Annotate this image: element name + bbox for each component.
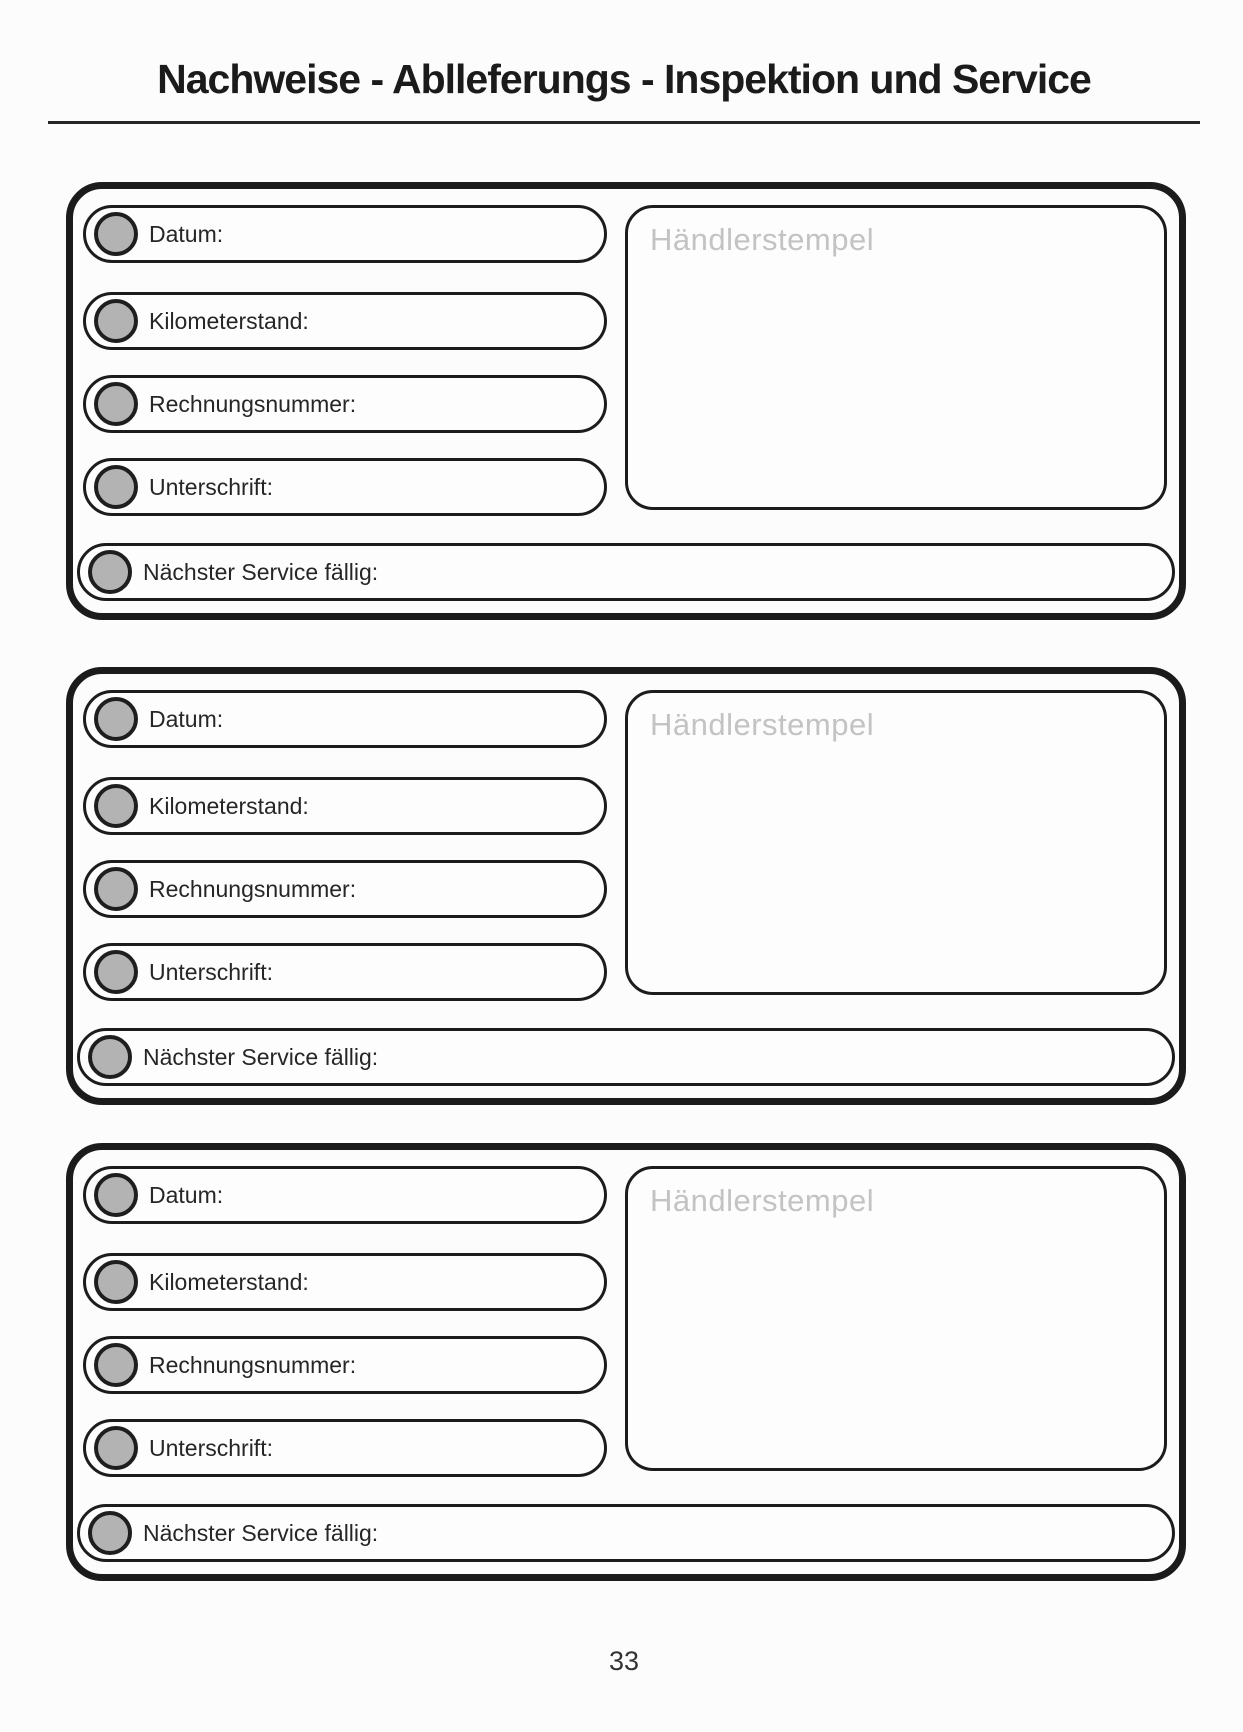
- bullet-circle-icon: [88, 1035, 132, 1079]
- field-label: Nächster Service fällig:: [143, 558, 379, 585]
- bullet-circle-icon: [94, 784, 138, 828]
- field-rechnungsnummer[interactable]: [83, 860, 607, 918]
- bullet-circle-icon: [94, 1343, 138, 1387]
- field-label: Kilometerstand:: [149, 307, 309, 334]
- service-record-card: [66, 1143, 1186, 1581]
- bullet-circle-icon: [94, 1426, 138, 1470]
- field-label: Kilometerstand:: [149, 792, 309, 819]
- dealer-stamp-placeholder: Händlerstempel: [650, 707, 875, 742]
- bullet-circle-icon: [88, 550, 132, 594]
- field-naechster-service[interactable]: [77, 1504, 1175, 1562]
- field-label: Rechnungsnummer:: [149, 390, 357, 417]
- field-label: Unterschrift:: [149, 473, 273, 500]
- field-datum[interactable]: [83, 690, 607, 748]
- field-label: Rechnungsnummer:: [149, 875, 357, 902]
- title-underline: [48, 121, 1200, 124]
- bullet-circle-icon: [94, 1173, 138, 1217]
- field-naechster-service[interactable]: [77, 543, 1175, 601]
- bullet-circle-icon: [94, 299, 138, 343]
- field-datum[interactable]: [83, 205, 607, 263]
- bullet-circle-icon: [88, 1511, 132, 1555]
- field-unterschrift[interactable]: [83, 458, 607, 516]
- field-rechnungsnummer[interactable]: [83, 375, 607, 433]
- field-label: Kilometerstand:: [149, 1268, 309, 1295]
- field-kilometerstand[interactable]: [83, 292, 607, 350]
- field-label: Nächster Service fällig:: [143, 1519, 379, 1546]
- dealer-stamp-area[interactable]: [625, 205, 1167, 510]
- field-label: Datum:: [149, 1181, 224, 1208]
- dealer-stamp-area[interactable]: [625, 690, 1167, 995]
- dealer-stamp-placeholder: Händlerstempel: [650, 1183, 875, 1218]
- bullet-circle-icon: [94, 697, 138, 741]
- bullet-circle-icon: [94, 382, 138, 426]
- field-label: Rechnungsnummer:: [149, 1351, 357, 1378]
- page-number: 33: [608, 1646, 640, 1676]
- field-datum[interactable]: [83, 1166, 607, 1224]
- field-unterschrift[interactable]: [83, 943, 607, 1001]
- dealer-stamp-area[interactable]: [625, 1166, 1167, 1471]
- field-rechnungsnummer[interactable]: [83, 1336, 607, 1394]
- bullet-circle-icon: [94, 465, 138, 509]
- field-label: Nächster Service fällig:: [143, 1043, 379, 1070]
- bullet-circle-icon: [94, 867, 138, 911]
- field-label: Unterschrift:: [149, 1434, 273, 1461]
- field-label: Datum:: [149, 705, 224, 732]
- dealer-stamp-placeholder: Händlerstempel: [650, 222, 875, 257]
- field-naechster-service[interactable]: [77, 1028, 1175, 1086]
- field-unterschrift[interactable]: [83, 1419, 607, 1477]
- field-label: Unterschrift:: [149, 958, 273, 985]
- field-label: Datum:: [149, 220, 224, 247]
- page-title: Nachweise - Ablleferungs - Inspektion und Service: [157, 56, 1091, 102]
- bullet-circle-icon: [94, 950, 138, 994]
- field-kilometerstand[interactable]: [83, 777, 607, 835]
- service-record-card: [66, 182, 1186, 620]
- field-kilometerstand[interactable]: [83, 1253, 607, 1311]
- bullet-circle-icon: [94, 1260, 138, 1304]
- bullet-circle-icon: [94, 212, 138, 256]
- service-record-card: [66, 667, 1186, 1105]
